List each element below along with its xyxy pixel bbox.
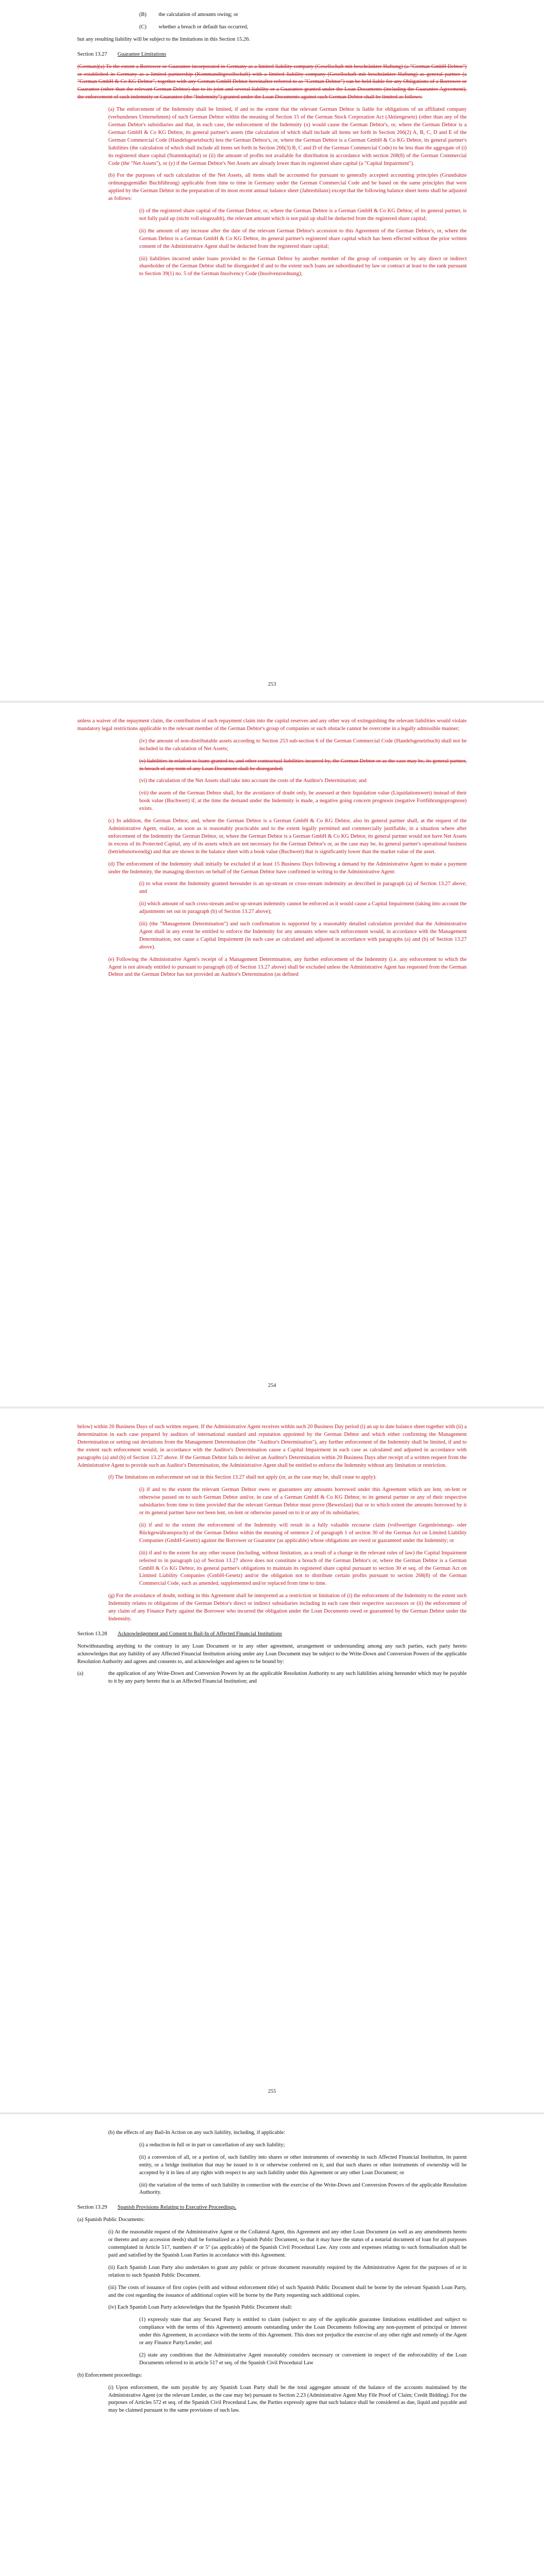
clause-b-iii: (iii) the variation of the terms of such liability in connection with the exercise of the Write-Down and Conversion Powers of the applicable Resolution Authority.: [139, 2182, 467, 2196]
section-number: Section 13.28: [77, 1631, 107, 1637]
item-label: (B): [139, 12, 146, 18]
clause-b-i: (i) Upon enforcement, the sum payable by any Spanish Loan Party shall be the total aggregate amount of the balance of the accounts maintained by the Administrative Agent (or the relevant Lender, as the case may be) pursuant to Section 2.23 (Administrative Agent May File Proof of Claim; Credit Bidding). For the purposes of Articles 572 et seq. of the Spanish Civil Procedural Law, the Parties expressly agree that such balance shall be considered as due, liquid and payable and may be claimed pursuant to the same provisions of such law.: [108, 2384, 467, 2414]
section-title: Guarantee Limitations: [118, 51, 167, 57]
clause-c: (c) In addition, the German Debtor, and, where the German Debtor is a German GmbH & Co KG Debtor, also its general partner shall, at the request of the Administrative Agent, realize, as soon as is reasonably practicable and to the extent legally permitted and commercially justifiable, in a situation where after enforcement of the Indemnity the German Debtor, or, where the German Debtor is a German GmbH & Co KG Debtor, its general partner would not have Net Assets in excess of its Protected Capital, any of its assets which are not necessary for the German Debtor's or, as the case may be, its general partner's operational business (betriebsnotwendig) and that are shown in the balance sheet with a book value (Buchwert) that is significantly lower than the market value of the asset.: [108, 818, 467, 855]
page-254: [0, 703, 544, 1406]
continued-text: below) within 20 Business Days of such written request. If the Administrative Agent receives within such 20 Business Day period (i) an up to date balance sheet together with (ii) a determination in each case prepared by auditors of international standard and reputation appointed by the German Debtor and which either confirming the Management Determination or setting out deviations from the Management Determination (the "Auditor's Determination"), any further enforcement of the Indemnity shall be limited, if and to the extent such enforcement would, in accordance with the Auditor's Determination cause a Capital Impairment in each case as calculated and adjusted in accordance with paragraphs (a) and (b) of Section 13.27 above. If the German Debtor fails to deliver an Auditor's Determination within 20 Business Days after receipt of a written request from the Administrative Agent to provide such an Auditor's Determination, the Administrative Agent shall be entitled to enforce the Indemnity without any limitation or restriction.: [77, 1424, 467, 1468]
item-text: whether a breach or default has occurred,: [158, 24, 249, 30]
clause-b-vi: (vi) the calculation of the Net Assets shall take into account the costs of the Auditor's Determination; and: [139, 778, 367, 784]
clause-d-ii: (ii) which amount of such cross-stream and/or up-stream indemnity cannot be enforced as it would cause a Capital Impairment (taking into account the adjustments set out in paragraph (b) of Section 13.27 above);: [139, 901, 467, 915]
clause-a-i: (i) At the reasonable request of the Administrative Agent or the Collateral Agent, this Agreement and any other Loan Document (as well as any amendments hereto or thereto and any accession deeds) shall be formalized as a Spanish Public Document, so that it may have the status of a notarial document of loan for all purposes contemplated in Article 517, numbers 4º or 5º (as applicable) of the Spanish Civil Procedural Law. Any costs and expenses relating to such formalisation shall be paid and satisfied by the Spanish Loan Parties in accordance with this Agreement.: [108, 2229, 467, 2258]
section-heading: [77, 1631, 467, 1638]
clause-d-i: (i) to what extent the Indemnity granted hereunder is an up-stream or cross-stream indemnity as described in paragraph (a) of Section 13.27 above; and: [139, 881, 467, 895]
clause-f-i: (i) if and to the extent the relevant German Debtor owes or guarantees any amounts borrowed under this Agreement which are lent, on-lent or otherwise passed on to such German Debtor and/or, in case of a German GmbH & Co KG Debtor, to its general partner or any of their respective subsidiaries from time to time provided that the relevant German Debtor must prove (Beweislast) that or to which extent the amounts borrowed by it or its general partner have not been lent, on-lent or otherwise passed on to it or any of its subsidiaries;: [139, 1487, 467, 1516]
page-number: 254: [268, 1383, 276, 1388]
section-intro-deleted: (German)(a) To the extent a Borrower or Guarantor incorporated in Germany as a limited liability company (Gesellschaft mit beschränkter Haftung) (a "German GmbH Debtor") or established in Germany as a limited partnership (Kommanditgesellschaft) with a limited liability company (Gesellschaft mit beschränkter Haftung) as general partner (a "German GmbH & Co KG Debtor", together with any German GmbH Debtor hereinafter referred to as "German Debtor") can be held liable for any Obligations of a Borrower or Guarantor (other than the relevant German Debtor) due to its joint and several liability or a Guarantee granted under the Loan Documents (including the Guarantee Agreement), the enforcement of such indemnity or Guarantee (the "Indemnity") granted under the Loan Documents against such German Debtor shall be limited as follows:: [77, 63, 467, 100]
list-item: [77, 1670, 467, 1686]
clause-a-iii: (iii) The costs of issuance of first copies (with and without enforcement title) of such Spanish Public Document shall be borne by the relevant Spanish Loan Party, and the cost regarding the issuance of additional copies will be borne by the Party requesting such additional copies.: [108, 2284, 467, 2298]
continued-text: unless a waiver of the repayment claim, the contribution of such repayment claim into the capital reserves and any other way of extinguishing the relevant liabilities would violate mandatory legal restrictions applicable to the relevant member of the German Debtor's group of companies or such obstacle cannot be overcome in a legally admissible manner;: [77, 718, 467, 732]
list-item: [77, 24, 467, 31]
clause-b-ii: (ii) the amount of any increase after the date of the relevant German Debtor's accession to this Agreement of the German Debtor's, or, where the German Debtor is a German GmbH & Co KG Debtor, its general partner's registered share capital which has been effected without the prior written consent of the Administrative Agent shall be deducted from the registered share capital;: [139, 228, 467, 249]
clause-b: (b) the effects of any Bail-In Action on any such liability, including, if applicable:: [108, 2130, 285, 2136]
clause-f: (f) The limitations on enforcement set out in this Section 13.27 shall not apply (or, as the case may be, shall cease to apply):: [108, 1475, 377, 1481]
section-title: Spanish Provisions Relating to Executive Proceedings.: [118, 2205, 237, 2211]
page-divider: [0, 1406, 544, 1409]
item-label: (a): [77, 1671, 84, 1677]
clause-b-iii: (iii) liabilities incurred under loans provided to the German Debtor by another member of the group of companies or by any direct or indirect shareholder of the German Debtor shall be disregarded if and to the extent such loans are subordinated by law or contract at least to the rank pursuant to Section 39(1) no. 5 of the German Insolvency Code (Insolvenzordnung);: [139, 256, 467, 277]
clause-b-iv: (iv) the amount of non-distributable assets according to Section 253 sub-section 6 of the German Commercial Code (Handelsgesetzbuch) shall not be included in the calculation of Net Assets;: [139, 738, 467, 752]
lead-paragraph: but any resulting liability will be subject to the limitations in this Section 15.26.: [77, 36, 251, 42]
clause-f-iii: (iii) if and to the extent for any other reason (including, without limitation, as a result of a change in the relevant rules of law) the Capital Impairment referred to in paragraph (a) of Section 13.27 above does not constitute a breach of the German Debtor's or, where the German Debtor is a German GmbH & Co KG Debtor, its general partner's obligations to maintain its registered share capital pursuant to section 30 et seq. of the German Act on Limited Liability Companies (GmbH-Gesetz) and/or the obligation not to distribute certain profits pursuant to section 268(8) of the German Commercial Code, each as amended, supplemented and/or replaced from time to time.: [139, 1550, 467, 1587]
list-item: [77, 11, 467, 19]
section-number: Section 13.27: [77, 51, 107, 57]
clause-b-v: (v) liabilities in relation to loans granted to, and other contractual liabilities incurred by, the German Debtor or as the case may be, its general partner, in breach of any term of any Loan Document shall be disregarded;: [139, 758, 467, 772]
section-title: Acknowledgement and Consent to Bail-In of Affected Financial Institutions: [118, 1631, 282, 1637]
page-number: 255: [268, 2089, 276, 2094]
page-divider: [0, 2112, 544, 2114]
page-255: [0, 1409, 544, 2112]
item-text: the application of any Write-Down and Conversion Powers by an the applicable Resolution Authority to any such liabilities arising hereunder which may be payable to it by any party hereto that is an Affected Financial Institution; and: [108, 1671, 467, 1685]
clause-b-i: (i) a reduction in full or in part or cancellation of any such liability;: [139, 2142, 285, 2148]
clause-f-ii: (ii) if and to the extent the enforcement of the Indemnity will result in a fully valuable recourse claim (vollwertiger Gegenleistungs- oder Rückgewähranspruch) of the German Debtor within the meaning of sentence 2 of paragraph 1 of section 30 of the German Act on Limited Liability Companies (GmbH-Gesetz) against the Borrower or Guarantor (as applicable) whose obligations are owed or guaranteed under the Indemnity; or: [139, 1522, 467, 1544]
clause-g: (g) For the avoidance of doubt, nothing in this Agreement shall be interpreted as a restriction or limitation of (i) the enforcement of the Indemnity to the extent such Indemnity relates to obligations of the German Debtor's direct or indirect subsidiaries including in each case their respective successors or (ii) the enforcement of any claim of any Finance Party against the Borrower who incurred the obligation under the Loan Documents owed or guaranteed by the German Debtor under the Indemnity.: [108, 1593, 467, 1622]
page-divider: [0, 701, 544, 703]
clause-a-ii: (ii) Each Spanish Loan Party also undertakes to grant any public or private document reasonably required by the Administrative Agent for the purposes of or in relation to such Spanish Public Document.: [108, 2264, 467, 2278]
section-number: Section 13.29: [77, 2205, 107, 2211]
section-heading: [77, 2204, 467, 2212]
clause-a: (a) The enforcement of the Indemnity shall be limited, if and to the extent that the relevant German Debtor is liable for obligations of an affiliated company (verbundenes Unternehmen) of such German Debtor within the meaning of Section 15 of the German Stock Corporation Act (Aktiengesetz) (other than any of the German Debtor's subsidiaries and that, in each case, the enforcement of the Indemnity (x) would cause the German Debtor's, or, where the German Debtor is a German GmbH & Co KG Debtor, its general partner's assets (the calculation of which shall include all items set forth in Section 266(2) A, B, C, D and E of the German Commercial Code (Handelsgesetzbuch) less the German Debtor's, or, where the German Debtor is a German GmbH & Co KG Debtor, its general partner's liabilities (the calculation of which shall include all items set forth in Section 266(3) B, C and D of the German Commercial Code) to be less than the aggregate of (i) its registered share capital (Stammkapital) or (ii) the amount of profits not available for distribution in accordance with section 268(8) of the German Commercial Code (the "Net Assets"), or (y) if the German Debtor's Net Assets are already lower than its registered share capital (a "Capital Impairment").: [108, 107, 467, 166]
clause-e: (e) Following the Administrative Agent's receipt of a Management Determination, any further enforcement of the Indemnity (i.e. any enforcement to which the Agent is not already entitled to pursuant to paragraph (d) of Section 13.27 above) shall be excluded unless the Administrative Agent has requested from the German Debtor and the German Debtor has not provided an Auditor's Determination (as defined: [108, 956, 467, 978]
page-number: 253: [268, 682, 276, 687]
section-intro: Notwithstanding anything to the contrary in any Loan Document or in any other agreement, arrangement or understanding among any such parties, each party hereto acknowledges that any liability of any Affected Financial Institution arising under any Loan Document may be subject to the Write-Down and Conversion Powers of the applicable Resolution Authority and agrees and consents to, and acknowledges and agrees to be bound by:: [77, 1643, 467, 1665]
clause-b-i: (i) of the registered share capital of the German Debtor, or, where the German Debtor is a German GmbH & Co KG Debtor, of its general partner, is not fully paid up (nicht voll eingezahlt), the relevant amount which is not paid up shall be deducted from the registered share capital;: [139, 208, 467, 222]
clause-d-iii: (iii) (the "Management Determination") and such confirmation is supported by a reasonably detailed calculation provided that the Administrative Agent shall in any event be entitled to enforce the Indemnity for any amounts where such enforcement would, in accordance with the Management Determination, not cause a Capital Impairment (in each case as calculated and adjusted in accordance with paragraphs (a) and (b) of Section 13.27 above).: [139, 921, 467, 950]
clause-b-vii: (vii) the assets of the German Debtor shall, for the avoidance of doubt only, be assessed at their liquidation value (Liquidationswert) instead of their book value (Buchwert) if, at the time the demand under the Indemnity is made, a negative going concern prognosis (negative Fortführungsprognose) exists.: [139, 790, 467, 812]
item-text: the calculation of amounts owing; or: [158, 12, 238, 18]
subsection-a-label: (a) Spanish Public Documents:: [77, 2217, 145, 2223]
clause-a-iv: (iv) Each Spanish Loan Party acknowledges that the Spanish Public Document shall:: [108, 2304, 292, 2311]
clause-d: (d) The enforcement of the Indemnity shall initially be excluded if at least 15 Business Days following a demand by the Administrative Agent to make a payment under the Indemnity, the managing directors on behalf of the German Debtor have confirmed in writing to the Administrative Agent:: [108, 861, 467, 875]
item-label: (C): [139, 24, 146, 30]
clause-b-ii: (ii) a conversion of all, or a portion of, such liability into shares or other instruments of ownership in such Affected Financial Institution, its parent entity, or a bridge institution that may be issued to it or otherwise conferred on it, and that such shares or other instruments of ownership will be accepted by it in lieu of any rights with respect to any such liability under this Agreement or any other Loan Document; or: [139, 2154, 467, 2176]
clause-a-iv-1: (1) expressly state that any Secured Party is entitled to claim (subject to any of the applicable guarantee limitations established and subject to compliance with the terms of this Agreement) amounts outstanding under the Loan Documents following any non-payment of principal or interest under this Agreement, in accordance with the terms of this Agreement. This does not prejudice the exercise of any other right and remedy of the Agent or any Finance Party/Lender; and: [139, 2317, 467, 2346]
clause-b: (b) For the purposes of such calculation of the Net Assets, all items shall be accounted for pursuant to generally accepted accounting principles (Grundsätze ordnungsgemäßer Buchführung) applicable from time to time in Germany under the German Commercial Code and be based on the same principles that were applied by the German Debtor in the preparation of its most recent annual balance sheet (Jahresbilanz) except that the following balance sheet items shall be adjusted as follows:: [108, 173, 467, 202]
section-heading: [77, 51, 467, 59]
clause-a-iv-2: (2) state any conditions that the Administrative Agent reasonably considers necessary or convenient in respect of the enforceability of the Loan Documents referred to in article 517 et seq. of the Spanish Civil Procedural Law: [139, 2352, 467, 2366]
page-256: [0, 2115, 544, 2576]
page-253: [0, 0, 544, 701]
subsection-b-label: (b) Enforcement proceedings:: [77, 2372, 142, 2378]
